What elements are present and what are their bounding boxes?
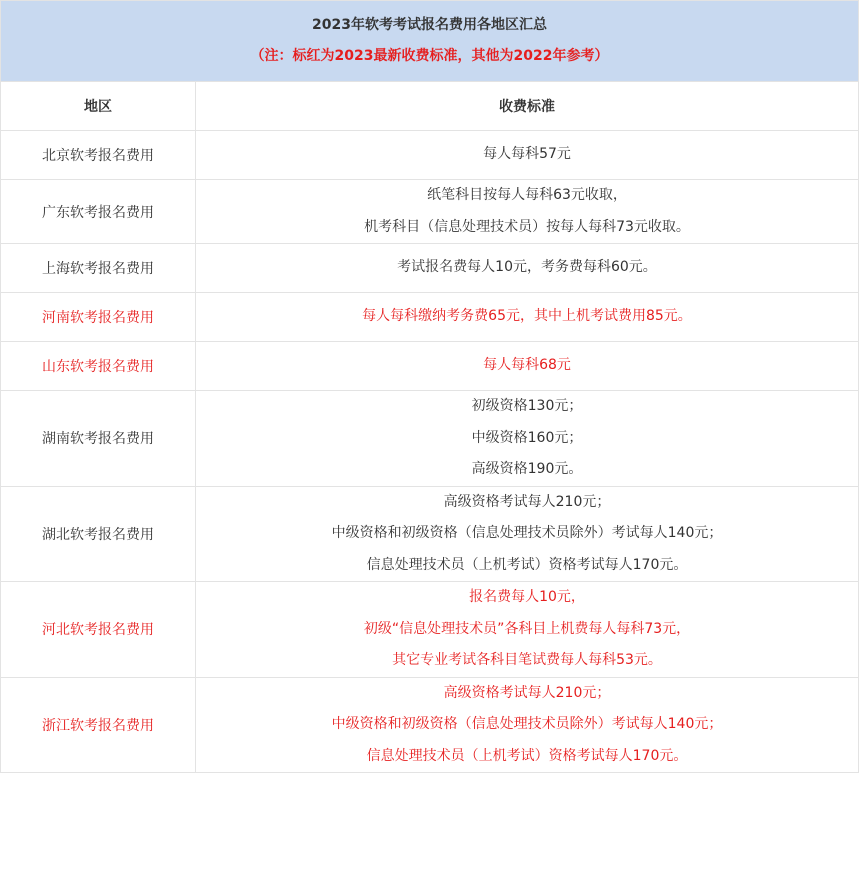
fee-line: 高级资格考试每人210元； <box>443 493 611 510</box>
fee-cell <box>196 293 859 342</box>
fee-cell <box>196 131 859 180</box>
fee-cell <box>196 342 859 391</box>
table-row <box>1 582 859 678</box>
fee-cell <box>196 244 859 293</box>
fee-line: 每人每科68元 <box>483 357 571 374</box>
table-row <box>1 391 859 487</box>
table-row <box>1 342 859 391</box>
column-header-region: 地区 <box>1 82 196 131</box>
region-cell: 山东软考报名费用 <box>1 342 196 391</box>
fee-cell <box>196 677 859 773</box>
fee-line: 信息处理技术员（上机考试）资格考试每人170元。 <box>366 747 688 764</box>
table-row <box>1 180 859 244</box>
fee-line: 高级资格190元。 <box>471 461 583 477</box>
region-cell: 湖南软考报名费用 <box>1 391 196 487</box>
fee-line: 考试报名费每人10元，考务费每科60元。 <box>397 259 657 276</box>
table-body <box>1 131 859 773</box>
fee-cell <box>196 486 859 582</box>
fee-line: 其它专业考试各科目笔试费每人每科53元。 <box>392 652 662 668</box>
fee-line: 初级资格130元； <box>471 398 583 414</box>
fee-line: 中级资格和初级资格（信息处理技术员除外）考试每人140元； <box>331 716 723 732</box>
region-cell: 广东软考报名费用 <box>1 180 196 244</box>
table-row <box>1 244 859 293</box>
table-row <box>1 293 859 342</box>
fee-cell <box>196 391 859 487</box>
fee-line: 每人每科缴纳考务费65元，其中上机考试费用85元。 <box>362 308 692 325</box>
fee-line: 初级“信息处理技术员”各科目上机费每人每科73元， <box>363 620 691 637</box>
fee-cell <box>196 180 859 244</box>
table-header <box>1 1 859 82</box>
table-row <box>1 486 859 582</box>
fee-line: 信息处理技术员（上机考试）资格考试每人170元。 <box>366 556 688 573</box>
fee-line: 中级资格160元； <box>471 429 583 446</box>
region-cell: 浙江软考报名费用 <box>1 677 196 773</box>
region-cell: 湖北软考报名费用 <box>1 486 196 582</box>
fee-line: 报名费每人10元， <box>469 589 585 605</box>
region-cell: 河北软考报名费用 <box>1 582 196 678</box>
table-row <box>1 131 859 180</box>
fee-line: 机考科目（信息处理技术员）按每人每科73元收取。 <box>364 218 690 235</box>
fee-line: 每人每科57元 <box>483 146 571 163</box>
fee-line: 纸笔科目按每人每科63元收取， <box>427 187 627 203</box>
column-header-fee: 收费标准 <box>196 82 859 131</box>
table-title: 2023年软考考试报名费用各地区汇总 <box>312 16 547 33</box>
fee-line: 高级资格考试每人210元； <box>443 684 611 701</box>
region-cell: 河南软考报名费用 <box>1 293 196 342</box>
region-cell: 北京软考报名费用 <box>1 131 196 180</box>
fee-line: 中级资格和初级资格（信息处理技术员除外）考试每人140元； <box>331 525 723 541</box>
table-row <box>1 677 859 773</box>
region-cell: 上海软考报名费用 <box>1 244 196 293</box>
table-note: （注：标红为2023最新收费标准，其他为2022年参考） <box>250 48 609 64</box>
fee-cell <box>196 582 859 678</box>
